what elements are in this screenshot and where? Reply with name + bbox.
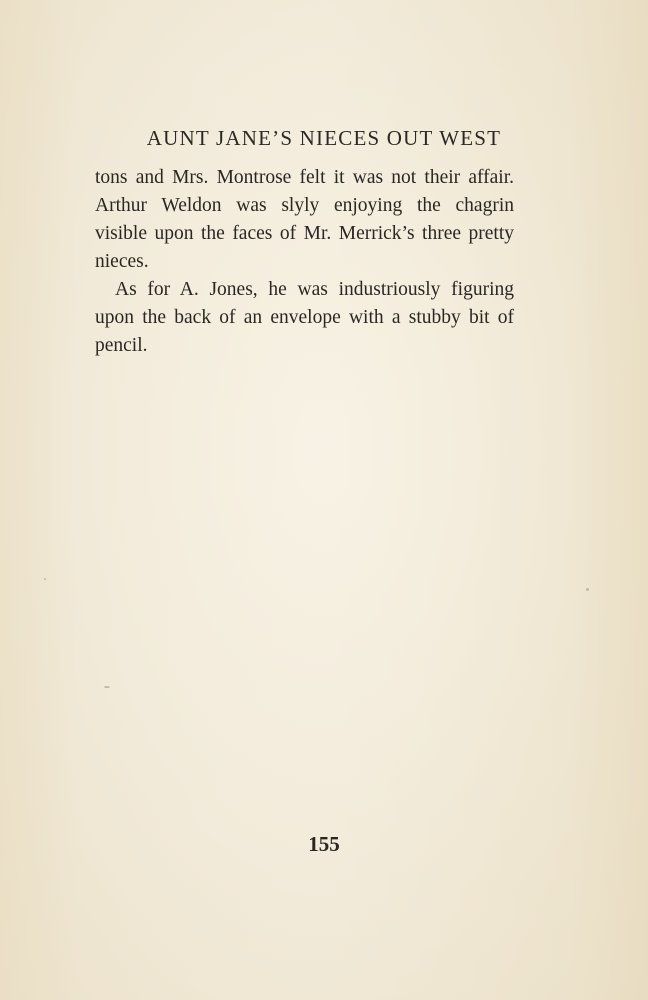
running-head: AUNT JANE’S NIECES OUT WEST [146,126,502,150]
paragraph: As for A. Jones, he was industriously figuring upon the back of an envelope with a stubby bit of pencil. [95,279,514,356]
body-text [95,164,514,360]
paper-speck [104,686,110,688]
page-number: 155 [308,832,340,856]
paper-speck [44,578,46,580]
paper-speck [586,588,589,591]
paragraph-continuation: tons and Mrs. Montrose felt it was not their affair. Arthur Weldon was slyly enjoying the chagrin visible upon the faces of Mr. Merrick’s three pretty nieces. [95,167,514,272]
